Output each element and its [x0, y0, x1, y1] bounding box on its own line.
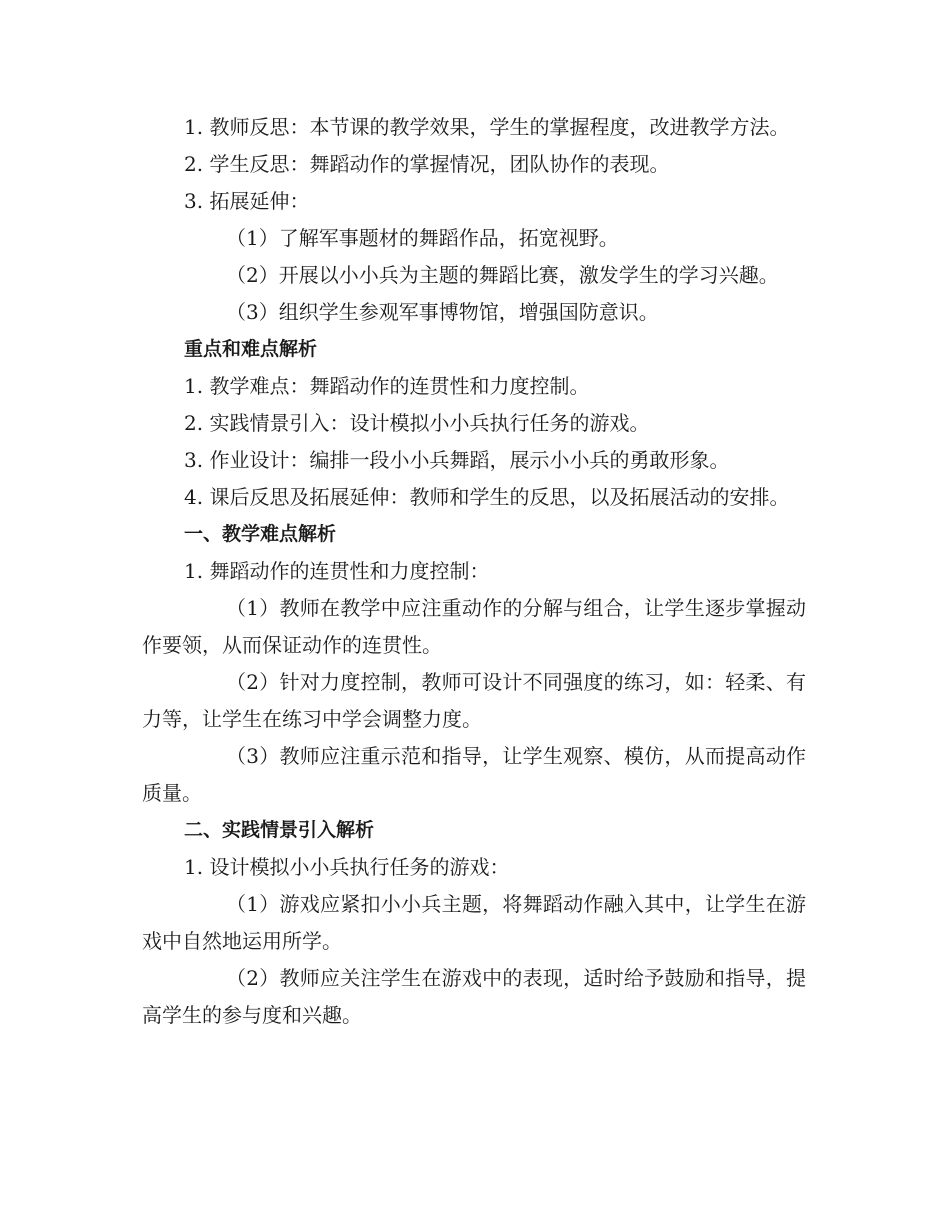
- section-heading-key-points: 重点和难点解析: [184, 338, 318, 360]
- paragraph-extension-1: （1）了解军事题材的舞蹈作品，拓宽视野。: [226, 226, 619, 250]
- paragraph-student-reflection: 2. 学生反思：舞蹈动作的掌握情况，团队协作的表现。: [184, 152, 670, 176]
- paragraph-extension-3: （3）组织学生参观军事博物馆，增强国防意识。: [226, 300, 659, 324]
- paragraph-extension: 3. 拓展延伸：: [184, 189, 310, 213]
- section-heading-scenario-analysis: 二、实践情景引入解析: [184, 819, 375, 841]
- paragraph-game-2: （2）教师应关注学生在游戏中的表现，适时给予鼓励和指导，提高学生的参与度和兴趣。: [142, 966, 806, 1027]
- paragraph-after-class-reflection: 4. 课后反思及拓展延伸：教师和学生的反思，以及拓展活动的安排。: [184, 485, 790, 509]
- document-body: [142, 109, 806, 1034]
- paragraph-continuity-1: （1）教师在教学中应注重动作的分解与组合，让学生逐步掌握动作要领，从而保证动作的连贯性。: [142, 596, 806, 657]
- paragraph-continuity-2: （2）针对力度控制，教师可设计不同强度的练习，如：轻柔、有力等，让学生在练习中学会调整力度。: [142, 670, 806, 731]
- section-heading-difficulty-analysis: 一、教学难点解析: [184, 523, 337, 545]
- paragraph-dance-continuity: 1. 舞蹈动作的连贯性和力度控制：: [184, 559, 490, 583]
- paragraph-game-1: （1）游戏应紧扣小小兵主题，将舞蹈动作融入其中，让学生在游戏中自然地运用所学。: [142, 892, 806, 953]
- paragraph-game-design: 1. 设计模拟小小兵执行任务的游戏：: [184, 855, 510, 879]
- paragraph-extension-2: （2）开展以小小兵为主题的舞蹈比赛，激发学生的学习兴趣。: [226, 263, 779, 287]
- paragraph-homework-design: 3. 作业设计：编排一段小小兵舞蹈，展示小小兵的勇敢形象。: [184, 448, 730, 472]
- paragraph-teacher-reflection: 1. 教师反思：本节课的教学效果，学生的掌握程度，改进教学方法。: [184, 115, 790, 139]
- paragraph-practice-scenario: 2. 实践情景引入：设计模拟小小兵执行任务的游戏。: [184, 411, 650, 435]
- paragraph-continuity-3: （3）教师应注重示范和指导，让学生观察、模仿，从而提高动作质量。: [142, 744, 806, 805]
- paragraph-teaching-difficulty: 1. 教学难点：舞蹈动作的连贯性和力度控制。: [184, 374, 590, 398]
